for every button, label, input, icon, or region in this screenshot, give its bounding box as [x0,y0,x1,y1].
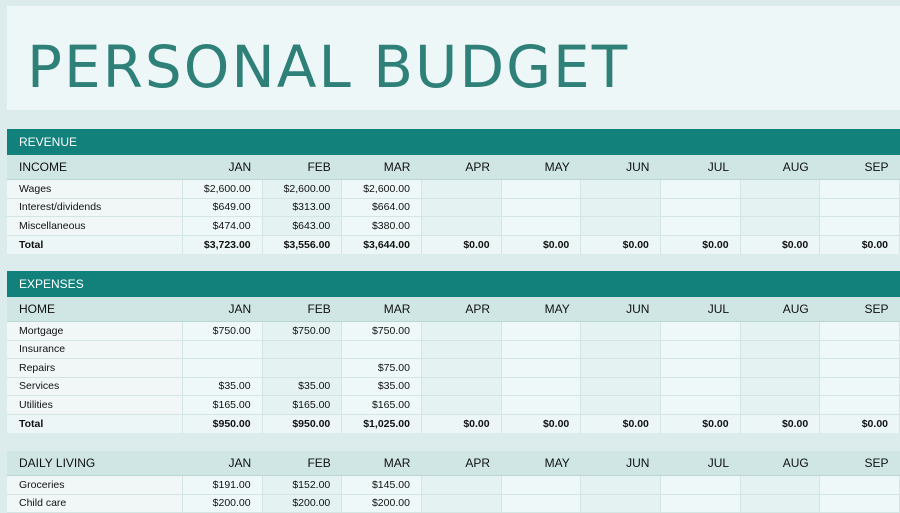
month-cell[interactable] [740,494,820,513]
table-row [7,217,900,236]
month-cell[interactable]: $950.00 [182,414,262,433]
month-cell[interactable]: SEP [820,155,900,180]
month-cell[interactable] [501,476,581,495]
month-cell[interactable] [421,359,501,378]
month-cell[interactable]: $664.00 [342,198,422,217]
row-label-cell[interactable]: INCOME [7,155,182,180]
row-label-cell[interactable]: Total [7,235,182,254]
month-cell[interactable] [421,340,501,359]
month-cell[interactable] [740,180,820,199]
month-cell[interactable]: $152.00 [262,476,342,495]
month-cell[interactable] [581,217,661,236]
month-cell[interactable]: MAY [501,451,581,476]
expenses-section-header: EXPENSES [7,271,900,297]
month-cell[interactable]: $313.00 [262,198,342,217]
month-cell[interactable]: $2,600.00 [262,180,342,199]
month-cell[interactable] [820,322,900,341]
month-cell[interactable]: JAN [182,155,262,180]
month-cell[interactable] [262,359,342,378]
month-cell[interactable]: MAR [342,297,422,322]
month-cell[interactable] [660,198,740,217]
table-row [7,494,900,513]
month-cell[interactable] [342,340,422,359]
month-cell[interactable] [820,180,900,199]
month-cell[interactable]: $35.00 [262,377,342,396]
table-row [7,180,900,199]
month-cell[interactable]: APR [421,297,501,322]
total-row [7,414,900,433]
month-cell[interactable]: FEB [262,155,342,180]
month-cell[interactable] [421,180,501,199]
month-cell[interactable]: $145.00 [342,476,422,495]
month-cell[interactable] [421,198,501,217]
month-cell[interactable]: APR [421,451,501,476]
month-cell[interactable] [820,217,900,236]
month-cell[interactable] [501,198,581,217]
month-cell[interactable] [740,476,820,495]
row-label-cell[interactable]: Insurance [7,340,182,359]
month-cell[interactable] [501,396,581,415]
month-cell[interactable]: $0.00 [820,414,900,433]
month-cell[interactable] [501,359,581,378]
month-cell[interactable] [581,359,661,378]
month-cell[interactable]: MAY [501,155,581,180]
row-label-cell[interactable]: Interest/dividends [7,198,182,217]
income-table [7,155,900,254]
month-cell[interactable]: MAY [501,297,581,322]
row-label-cell[interactable]: HOME [7,297,182,322]
month-cell[interactable]: $0.00 [501,235,581,254]
revenue-section [7,129,900,254]
month-cell[interactable] [421,494,501,513]
month-cell[interactable]: FEB [262,451,342,476]
month-cell[interactable]: $643.00 [262,217,342,236]
month-cell[interactable]: $0.00 [660,235,740,254]
month-cell[interactable]: $191.00 [182,476,262,495]
month-cell[interactable]: JAN [182,297,262,322]
month-cell[interactable]: JUL [660,297,740,322]
column-header-row [7,297,900,322]
month-cell[interactable] [660,359,740,378]
month-cell[interactable]: $649.00 [182,198,262,217]
row-label-cell[interactable]: Total [7,414,182,433]
month-cell[interactable]: $3,644.00 [342,235,422,254]
month-cell[interactable] [740,359,820,378]
month-cell[interactable] [740,377,820,396]
row-label-cell[interactable]: Services [7,377,182,396]
page-title: PERSONAL BUDGET [27,33,630,101]
month-cell[interactable] [182,340,262,359]
month-cell[interactable]: $165.00 [182,396,262,415]
month-cell[interactable] [740,340,820,359]
month-cell[interactable] [501,494,581,513]
month-cell[interactable] [820,476,900,495]
month-cell[interactable]: $200.00 [262,494,342,513]
month-cell[interactable]: $200.00 [182,494,262,513]
month-cell[interactable] [581,322,661,341]
month-cell[interactable] [581,180,661,199]
month-cell[interactable]: $3,556.00 [262,235,342,254]
month-cell[interactable]: $474.00 [182,217,262,236]
month-cell[interactable] [501,180,581,199]
month-cell[interactable] [740,396,820,415]
row-label-cell[interactable]: Mortgage [7,322,182,341]
home-table [7,297,900,433]
month-cell[interactable]: $165.00 [342,396,422,415]
month-cell[interactable]: AUG [740,451,820,476]
month-cell[interactable] [660,476,740,495]
table-row [7,396,900,415]
total-row [7,235,900,254]
month-cell[interactable] [581,377,661,396]
revenue-section-header: REVENUE [7,129,900,155]
month-cell[interactable]: $0.00 [581,235,661,254]
month-cell[interactable] [581,476,661,495]
month-cell[interactable] [581,340,661,359]
month-cell[interactable]: $75.00 [342,359,422,378]
row-label-cell[interactable]: Child care [7,494,182,513]
daily-living-section [7,451,900,513]
month-cell[interactable]: SEP [820,451,900,476]
month-cell[interactable] [820,377,900,396]
month-cell[interactable]: $950.00 [262,414,342,433]
row-label-cell[interactable]: Utilities [7,396,182,415]
month-cell[interactable] [820,198,900,217]
table-row [7,198,900,217]
table-row [7,476,900,495]
month-cell[interactable] [262,340,342,359]
month-cell[interactable] [501,340,581,359]
month-cell[interactable] [820,494,900,513]
month-cell[interactable] [660,377,740,396]
month-cell[interactable]: AUG [740,297,820,322]
month-cell[interactable]: $0.00 [740,414,820,433]
month-cell[interactable] [421,396,501,415]
month-cell[interactable] [501,322,581,341]
month-cell[interactable]: $35.00 [182,377,262,396]
column-header-row [7,155,900,180]
month-cell[interactable]: $0.00 [820,235,900,254]
month-cell[interactable] [740,322,820,341]
row-label-cell[interactable]: Miscellaneous [7,217,182,236]
month-cell[interactable]: $2,600.00 [182,180,262,199]
month-cell[interactable]: $0.00 [740,235,820,254]
table-row [7,359,900,378]
month-cell[interactable]: $35.00 [342,377,422,396]
month-cell[interactable] [660,180,740,199]
month-cell[interactable]: JAN [182,451,262,476]
table-row [7,322,900,341]
row-label-cell[interactable]: Wages [7,180,182,199]
month-cell[interactable] [740,217,820,236]
month-cell[interactable]: $165.00 [262,396,342,415]
month-cell[interactable] [660,340,740,359]
month-cell[interactable]: JUN [581,451,661,476]
month-cell[interactable] [660,396,740,415]
expenses-section [7,271,900,433]
title-band [7,6,900,110]
month-cell[interactable]: MAR [342,155,422,180]
month-cell[interactable]: JUL [660,451,740,476]
month-cell[interactable]: JUN [581,155,661,180]
month-cell[interactable] [581,198,661,217]
month-cell[interactable]: $200.00 [342,494,422,513]
month-cell[interactable] [581,396,661,415]
row-label-cell[interactable]: DAILY LIVING [7,451,182,476]
month-cell[interactable] [820,359,900,378]
month-cell[interactable]: $2,600.00 [342,180,422,199]
month-cell[interactable] [581,494,661,513]
month-cell[interactable]: $750.00 [262,322,342,341]
month-cell[interactable] [660,322,740,341]
month-cell[interactable] [740,198,820,217]
month-cell[interactable] [660,217,740,236]
table-row [7,377,900,396]
month-cell[interactable]: $1,025.00 [342,414,422,433]
month-cell[interactable] [501,377,581,396]
month-cell[interactable] [421,322,501,341]
month-cell[interactable]: $0.00 [581,414,661,433]
month-cell[interactable] [182,359,262,378]
month-cell[interactable] [660,494,740,513]
month-cell[interactable]: FEB [262,297,342,322]
month-cell[interactable] [820,396,900,415]
month-cell[interactable] [501,217,581,236]
month-cell[interactable]: $0.00 [501,414,581,433]
month-cell[interactable]: $750.00 [182,322,262,341]
month-cell[interactable]: AUG [740,155,820,180]
month-cell[interactable]: JUL [660,155,740,180]
row-label-cell[interactable]: Repairs [7,359,182,378]
daily-living-table [7,451,900,513]
month-cell[interactable]: MAR [342,451,422,476]
month-cell[interactable]: $750.00 [342,322,422,341]
month-cell[interactable] [421,377,501,396]
month-cell[interactable] [820,340,900,359]
month-cell[interactable]: $380.00 [342,217,422,236]
month-cell[interactable]: $0.00 [660,414,740,433]
row-label-cell[interactable]: Groceries [7,476,182,495]
month-cell[interactable]: $0.00 [421,414,501,433]
month-cell[interactable]: SEP [820,297,900,322]
month-cell[interactable]: JUN [581,297,661,322]
month-cell[interactable]: $3,723.00 [182,235,262,254]
month-cell[interactable] [421,476,501,495]
table-row [7,340,900,359]
month-cell[interactable]: $0.00 [421,235,501,254]
month-cell[interactable] [421,217,501,236]
column-header-row [7,451,900,476]
month-cell[interactable]: APR [421,155,501,180]
